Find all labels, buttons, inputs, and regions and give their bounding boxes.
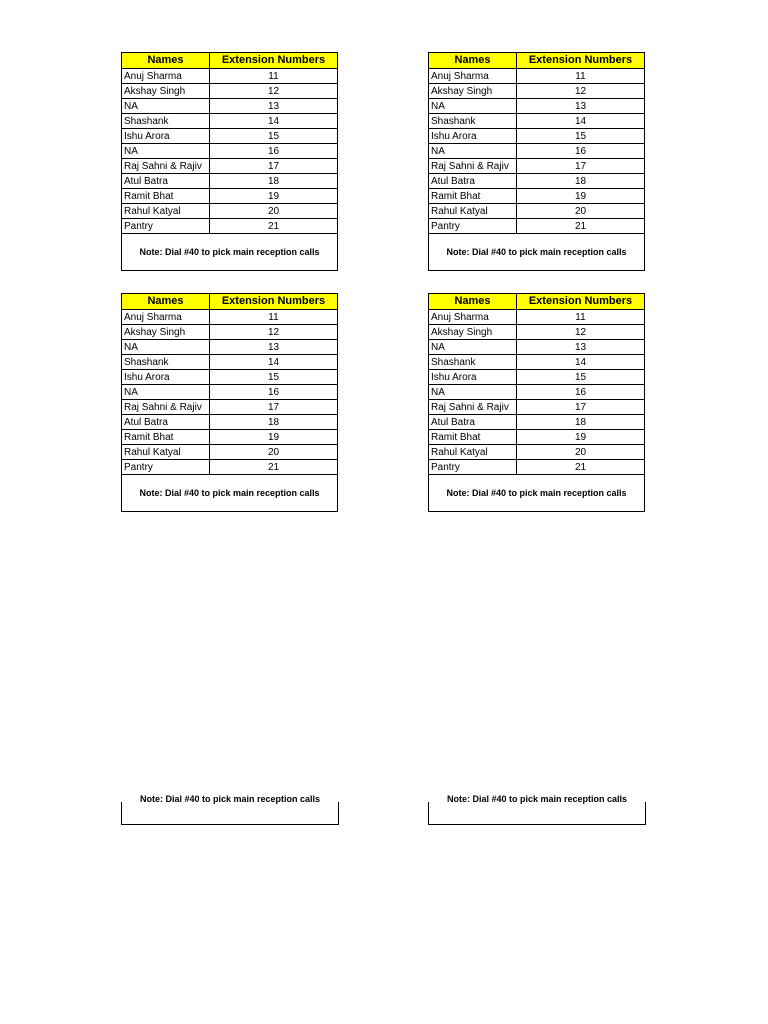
name-cell: Pantry [122, 219, 210, 234]
name-cell: Shashank [122, 114, 210, 129]
table-row [122, 129, 338, 144]
table-row [122, 385, 338, 400]
extension-header: Extension Numbers [517, 53, 645, 69]
table-row [429, 219, 645, 234]
note-text: Note: Dial #40 to pick main reception calls [122, 234, 338, 271]
extension-cell: 19 [517, 430, 645, 445]
extension-cell: 12 [210, 325, 338, 340]
extension-cell: 15 [517, 370, 645, 385]
table-row [429, 174, 645, 189]
table-header-row [429, 294, 645, 310]
name-cell: Ishu Arora [429, 370, 517, 385]
extension-cell: 13 [517, 99, 645, 114]
name-cell: Ramit Bhat [429, 189, 517, 204]
name-cell: Akshay Singh [122, 325, 210, 340]
name-cell: Ramit Bhat [429, 430, 517, 445]
extension-table [121, 293, 338, 512]
extension-cell: 21 [517, 460, 645, 475]
table-row [429, 84, 645, 99]
note-text: Note: Dial #40 to pick main reception calls [122, 475, 338, 512]
name-cell: Pantry [429, 460, 517, 475]
table-row [122, 325, 338, 340]
name-cell: NA [429, 385, 517, 400]
table-row [429, 445, 645, 460]
table-header-row [429, 53, 645, 69]
name-cell: Pantry [429, 219, 517, 234]
extension-cell: 13 [517, 340, 645, 355]
extension-cell: 17 [210, 400, 338, 415]
name-cell: NA [122, 99, 210, 114]
extension-card-middle-left [121, 293, 337, 498]
extension-cell: 16 [210, 144, 338, 159]
name-cell: Ramit Bhat [122, 430, 210, 445]
name-cell: Akshay Singh [429, 84, 517, 99]
extension-cell: 18 [210, 174, 338, 189]
table-header-row [122, 294, 338, 310]
name-cell: Rahul Katyal [429, 445, 517, 460]
name-cell: Akshay Singh [122, 84, 210, 99]
extension-card-middle-right [428, 293, 644, 498]
extension-card-top-left [121, 52, 337, 271]
table-row [122, 84, 338, 99]
table-row [122, 174, 338, 189]
name-cell: NA [122, 144, 210, 159]
name-cell: Anuj Sharma [429, 69, 517, 84]
extension-cell: 16 [210, 385, 338, 400]
name-cell: Ishu Arora [429, 129, 517, 144]
table-header-row [122, 53, 338, 69]
extension-cell: 15 [210, 129, 338, 144]
names-header: Names [429, 53, 517, 69]
extension-cell: 12 [517, 325, 645, 340]
table-row [429, 340, 645, 355]
name-cell: Akshay Singh [429, 325, 517, 340]
extension-cell: 19 [210, 189, 338, 204]
extension-table [121, 52, 338, 271]
name-cell: Pantry [122, 460, 210, 475]
name-cell: Raj Sahni & Rajiv [429, 159, 517, 174]
note-text-fragment: Note: Dial #40 to pick main reception calls [139, 794, 321, 804]
name-cell: Anuj Sharma [429, 310, 517, 325]
table-row [122, 400, 338, 415]
table-row [122, 99, 338, 114]
extension-cell: 21 [210, 219, 338, 234]
table-row [429, 189, 645, 204]
name-cell: Atul Batra [429, 174, 517, 189]
name-cell: Ishu Arora [122, 370, 210, 385]
table-row [122, 310, 338, 325]
extension-cell: 12 [517, 84, 645, 99]
name-cell: Anuj Sharma [122, 69, 210, 84]
table-row [122, 114, 338, 129]
table-row [429, 204, 645, 219]
extension-cell: 11 [517, 310, 645, 325]
table-row [429, 69, 645, 84]
extension-cell: 18 [517, 174, 645, 189]
extension-cell: 14 [517, 355, 645, 370]
name-cell: NA [429, 144, 517, 159]
extension-cell: 16 [517, 385, 645, 400]
extension-cell: 21 [517, 219, 645, 234]
name-cell: Raj Sahni & Rajiv [122, 400, 210, 415]
extension-cell: 11 [210, 310, 338, 325]
name-cell: Raj Sahni & Rajiv [122, 159, 210, 174]
name-cell: Atul Batra [429, 415, 517, 430]
table-row [429, 159, 645, 174]
extension-cell: 17 [210, 159, 338, 174]
table-row [122, 355, 338, 370]
name-cell: Shashank [429, 355, 517, 370]
extension-cell: 15 [517, 129, 645, 144]
table-row [122, 430, 338, 445]
table-row [122, 144, 338, 159]
extension-cell: 20 [517, 204, 645, 219]
table-row [122, 370, 338, 385]
names-header: Names [122, 53, 210, 69]
name-cell: Rahul Katyal [429, 204, 517, 219]
table-row [122, 460, 338, 475]
table-row [429, 385, 645, 400]
table-row [429, 99, 645, 114]
name-cell: Rahul Katyal [122, 445, 210, 460]
table-row [122, 219, 338, 234]
name-cell: Raj Sahni & Rajiv [429, 400, 517, 415]
name-cell: NA [429, 340, 517, 355]
name-cell: Ramit Bhat [122, 189, 210, 204]
extension-cell: 13 [210, 340, 338, 355]
extension-cell: 18 [210, 415, 338, 430]
name-cell: Atul Batra [122, 174, 210, 189]
table-row [122, 340, 338, 355]
extension-table [428, 293, 645, 512]
table-row [429, 460, 645, 475]
name-cell: NA [122, 340, 210, 355]
extension-cell: 19 [517, 189, 645, 204]
extension-table [428, 52, 645, 271]
name-cell: Shashank [122, 355, 210, 370]
extension-cell: 13 [210, 99, 338, 114]
table-row [429, 114, 645, 129]
extension-cell: 17 [517, 159, 645, 174]
table-row [122, 69, 338, 84]
extension-header: Extension Numbers [210, 53, 338, 69]
extension-cell: 14 [210, 355, 338, 370]
table-row [429, 415, 645, 430]
table-row [429, 144, 645, 159]
table-row [429, 355, 645, 370]
table-row [429, 310, 645, 325]
table-row [429, 430, 645, 445]
extension-cell: 14 [210, 114, 338, 129]
extension-cell: 19 [210, 430, 338, 445]
extension-cell: 11 [210, 69, 338, 84]
table-row [429, 370, 645, 385]
table-row [122, 204, 338, 219]
note-fragment-right [428, 794, 646, 825]
note-text-fragment: Note: Dial #40 to pick main reception calls [446, 794, 628, 804]
name-cell: Shashank [429, 114, 517, 129]
extension-cell: 20 [210, 445, 338, 460]
name-cell: Anuj Sharma [122, 310, 210, 325]
table-row [122, 189, 338, 204]
table-row [122, 445, 338, 460]
table-row [122, 159, 338, 174]
name-cell: NA [122, 385, 210, 400]
extension-cell: 17 [517, 400, 645, 415]
extension-cell: 11 [517, 69, 645, 84]
note-fragment-left [121, 794, 339, 825]
extension-cell: 16 [517, 144, 645, 159]
extension-header: Extension Numbers [517, 294, 645, 310]
table-row [429, 129, 645, 144]
table-row [429, 400, 645, 415]
name-cell: Ishu Arora [122, 129, 210, 144]
note-text: Note: Dial #40 to pick main reception calls [429, 234, 645, 271]
extension-cell: 20 [210, 204, 338, 219]
extension-cell: 18 [517, 415, 645, 430]
extension-header: Extension Numbers [210, 294, 338, 310]
names-header: Names [429, 294, 517, 310]
extension-cell: 14 [517, 114, 645, 129]
name-cell: Rahul Katyal [122, 204, 210, 219]
note-text: Note: Dial #40 to pick main reception calls [429, 475, 645, 512]
extension-card-top-right [428, 52, 644, 271]
table-row [122, 415, 338, 430]
extension-cell: 21 [210, 460, 338, 475]
extension-cell: 15 [210, 370, 338, 385]
extension-cell: 20 [517, 445, 645, 460]
name-cell: NA [429, 99, 517, 114]
names-header: Names [122, 294, 210, 310]
extension-cell: 12 [210, 84, 338, 99]
table-row [429, 325, 645, 340]
name-cell: Atul Batra [122, 415, 210, 430]
